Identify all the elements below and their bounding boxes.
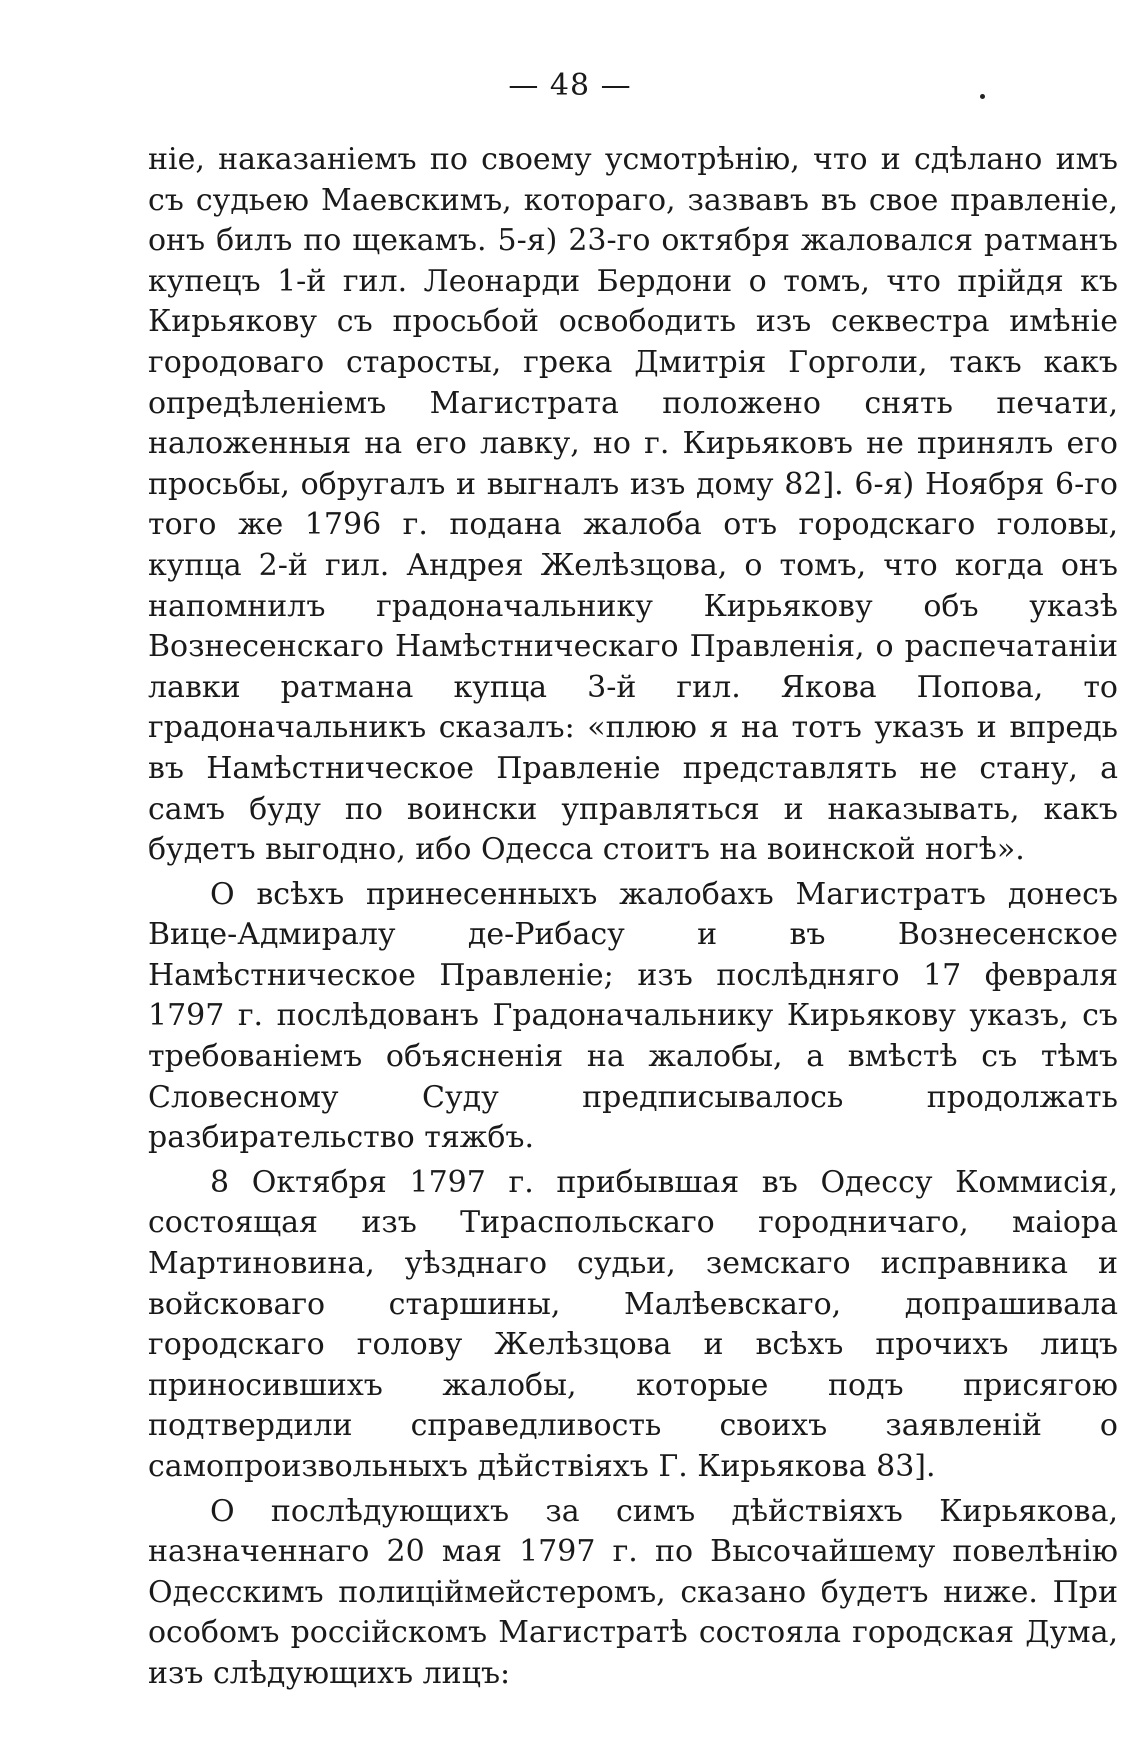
paragraph-3: 8 Октября 1797 г. прибывшая въ Одессу Коммисія, состоящая изъ Тираспольскаго городничаго, маіора Мартиновина, уѣзднаго судьи, земскаго исправника и войсковаго старшины, Малѣевскаго, допрашивала городскаго голову Желѣзцова и всѣхъ прочихъ лицъ приносившихъ жалобы, которые подъ присягою подтвердили справедливость своихъ заявленій о самопроизвольныхъ дѣйствіяхъ Г. Кирьякова 83]. [148,1164,1118,1484]
paragraph-4: О послѣдующихъ за симъ дѣйствіяхъ Кирьякова, назначеннаго 20 мая 1797 г. по Высочайшему повелѣнію Одесскимъ полиціймейстеромъ, сказано будетъ ниже. При особомъ россійскомъ Магистратѣ состояла городская Дума, изъ слѣдующихъ лицъ: [148,1493,1118,1691]
paragraph-2: О всѣхъ принесенныхъ жалобахъ Магистратъ донесъ Вице-Адмиралу де-Рибасу и въ Вознесенское Намѣстническое Правленіе; изъ послѣдняго 17 февраля 1797 г. послѣдованъ Градоначальнику Кирьякову указъ, съ требованіемъ объясненія на жалобы, а вмѣстѣ съ тѣмъ Словесному Суду предписывалось продолжать разбирательство тяжбъ. [148,876,1118,1156]
page-number: — 48 — [508,68,632,103]
print-speck [980,94,985,99]
paragraph-1: ніе, наказаніемъ по своему усмотрѣнію, что и сдѣлано имъ съ судьею Маевскимъ, котораго, зазвавъ въ свое правленіе, онъ билъ по щекамъ. 5-я) 23-го октября жаловался ратманъ купецъ 1-й гил. Леонарди Бердони о томъ, что прійдя къ Кирьякову съ просьбой освободить изъ секвестра имѣніе городоваго старосты, грека Дмитрія Горголи, такъ какъ опредѣленіемъ Магистрата положено снять печати, наложенныя на его лавку, но г. Кирьяковъ не принялъ его просьбы, обругалъ и выгналъ изъ дому 82]. 6-я) Ноября 6-го того же 1796 г. подана жалоба отъ городскаго головы, купца 2-й гил. Андрея Желѣзцова, о томъ, что когда онъ напомнилъ градоначальнику Кирьякову объ указѣ Вознесенскаго Намѣстническаго Правленія, о распечатаніи лавки ратмана купца 3-й гил. Якова Попова, то градоначальникъ сказалъ: «плюю я на тотъ указъ и впредь въ Намѣстническое Правленіе представлять не стану, а самъ буду по воински управляться и наказывать, какъ будетъ выгодно, ибо Одесса стоитъ на воинской ногѣ». [148,142,1118,868]
body-text [148,140,1118,1695]
